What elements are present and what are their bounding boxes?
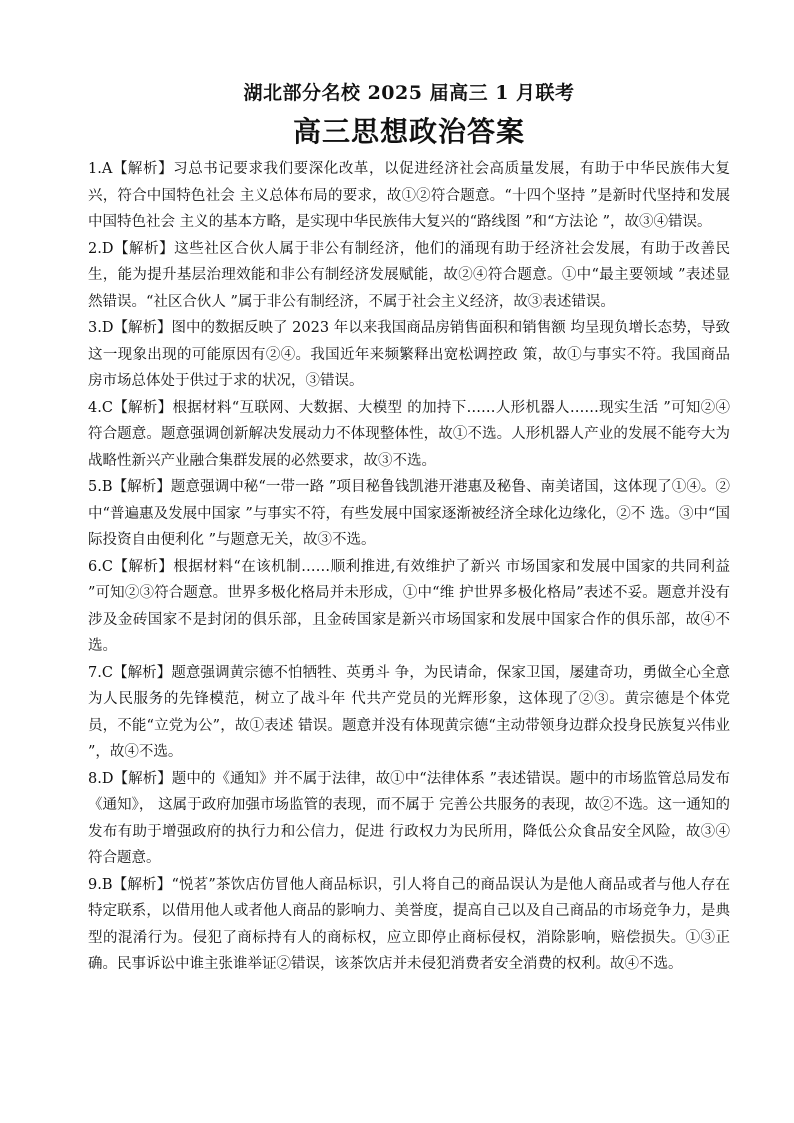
answer-item-1: [88, 156, 730, 236]
answer-label: 8.D【解析】: [88, 770, 172, 787]
answer-explanation: 图中的数据反映了 2023 年以来我国商品房销售面积和销售额 均呈现负增长态势，导致这一现象出现的可能原因有②④。我国近年来频繁释出宽松调控政 策，故①与事实不符。我国商品房市场总体处于供过于求的状况，③错误。: [88, 320, 730, 389]
answer-item-9: [88, 872, 730, 978]
answer-explanation: 题意强调黄宗德不怕牺牲、英勇斗 争，为民请命，保家卫国，屡建奇功，勇做全心全意为人民服务的先锋模范，树立了战斗年 代共产党员的光辉形象，这体现了②③。黄宗德是个体党员，不能“立党为公”，故①表述 错误。题意并没有体现黄宗德“主动带领身边群众投身民族复兴伟业 ”，故④不选。: [88, 664, 731, 760]
answer-item-2: [88, 236, 730, 316]
answer-key-title: 高三思想政治答案: [292, 115, 525, 148]
answer-item-7: [88, 660, 730, 766]
answer-explanation: 这些社区合伙人属于非公有制经济，他们的涌现有助于经济社会发展，有助于改善民生，能为提升基层治理效能和非公有制经济发展赋能，故②④符合题意。①中“最主要领域 ”表述显然错误。“社区合伙人 ”属于非公有制经济，不属于社会主义经济，故③表述错误。: [88, 240, 730, 310]
answer-explanation: 习总书记要求我们要深化改革，以促进经济社会高质量发展，有助于中华民族伟大复兴，符合中国特色社会 主义总体布局的要求，故①②符合题意。“十四个坚持 ”是新时代坚持和发展中国特色社会 主义的基本方略，是实现中华民族伟大复兴的“路线图 ”和“方法论 ”，故③④错误。: [88, 161, 730, 230]
answer-label: 3.D【解析】: [88, 320, 172, 336]
answer-explanation: 根据材料“在该机制……顺利推进,有效维护了新兴 市场国家和发展中国家的共同利益 ”可知②③符合题意。世界多极化格局并未形成，①中“维 护世界多极化格局”表述不妥。题意并没有涉及金砖国家不是封闭的俱乐部，且金砖国家是新兴市场国家和发展中国家合作的俱乐部，故④不选。: [88, 558, 730, 654]
answer-explanation: 根据材料“互联网、大数据、大模型 的加持下……人形机器人……现实生活 ”可知②④符合题意。题意强调创新解决发展动力不体现整体性，故①不选。人形机器人产业的发展不能夸大为战略性新兴产业融合集群发展的必然要求，故③不选。: [88, 399, 730, 469]
answer-item-5: [88, 474, 730, 554]
answer-label: 2.D【解析】: [88, 240, 175, 257]
answer-item-8: [88, 766, 730, 872]
answer-item-6: [88, 554, 730, 660]
answer-explanation: “悦茗”茶饮店仿冒他人商品标识，引人将自己的商品误认为是他人商品或者与他人存在特定联系，以借用他人或者他人商品的影响力、美誉度，提高自己以及自己商品的市场竞争力，是典型的混淆行为。侵犯了商标持有人的商标权，应立即停止商标侵权，消除影响，赔偿损失。①③正确。民事诉讼中谁主张谁举证②错误，该茶饮店并未侵犯消费者安全消费的权利。故④不选。: [88, 876, 730, 972]
answer-list: [88, 156, 730, 978]
answer-explanation: 题意强调中秘“一带一路 ”项目秘鲁钱凯港开港惠及秘鲁、南美诸国，这体现了①④。②中“普遍惠及发展中国家 ”与事实不符，有些发展中国家逐渐被经济全球化边缘化，②不 选。③中“国际投资自由便利化 ”与题意无关，故③不选。: [88, 479, 730, 548]
answer-label: 6.C【解析】: [88, 558, 174, 575]
answer-label: 9.B【解析】: [88, 876, 172, 893]
answer-explanation: 题中的《通知》并不属于法律，故①中“法律体系 ”表述错误。题中的市场监管总局发布《通知》， 这属于政府加强市场监管的表现，而不属于 完善公共服务的表现，故②不选。这一通知的发布有助于增强政府的执行力和公信力，促进 行政权力为民所用，降低公众食品安全风险，故③④符合题意。: [88, 770, 730, 866]
answer-label: 1.A【解析】: [88, 161, 174, 177]
answer-item-3: [88, 315, 730, 395]
answer-label: 5.B【解析】: [88, 479, 171, 495]
answer-label: 7.C【解析】: [88, 664, 172, 681]
answer-item-4: [88, 395, 730, 475]
answer-label: 4.C【解析】: [88, 399, 173, 416]
exam-title: 湖北部分名校 2025 届高三 1 月联考: [243, 82, 575, 104]
